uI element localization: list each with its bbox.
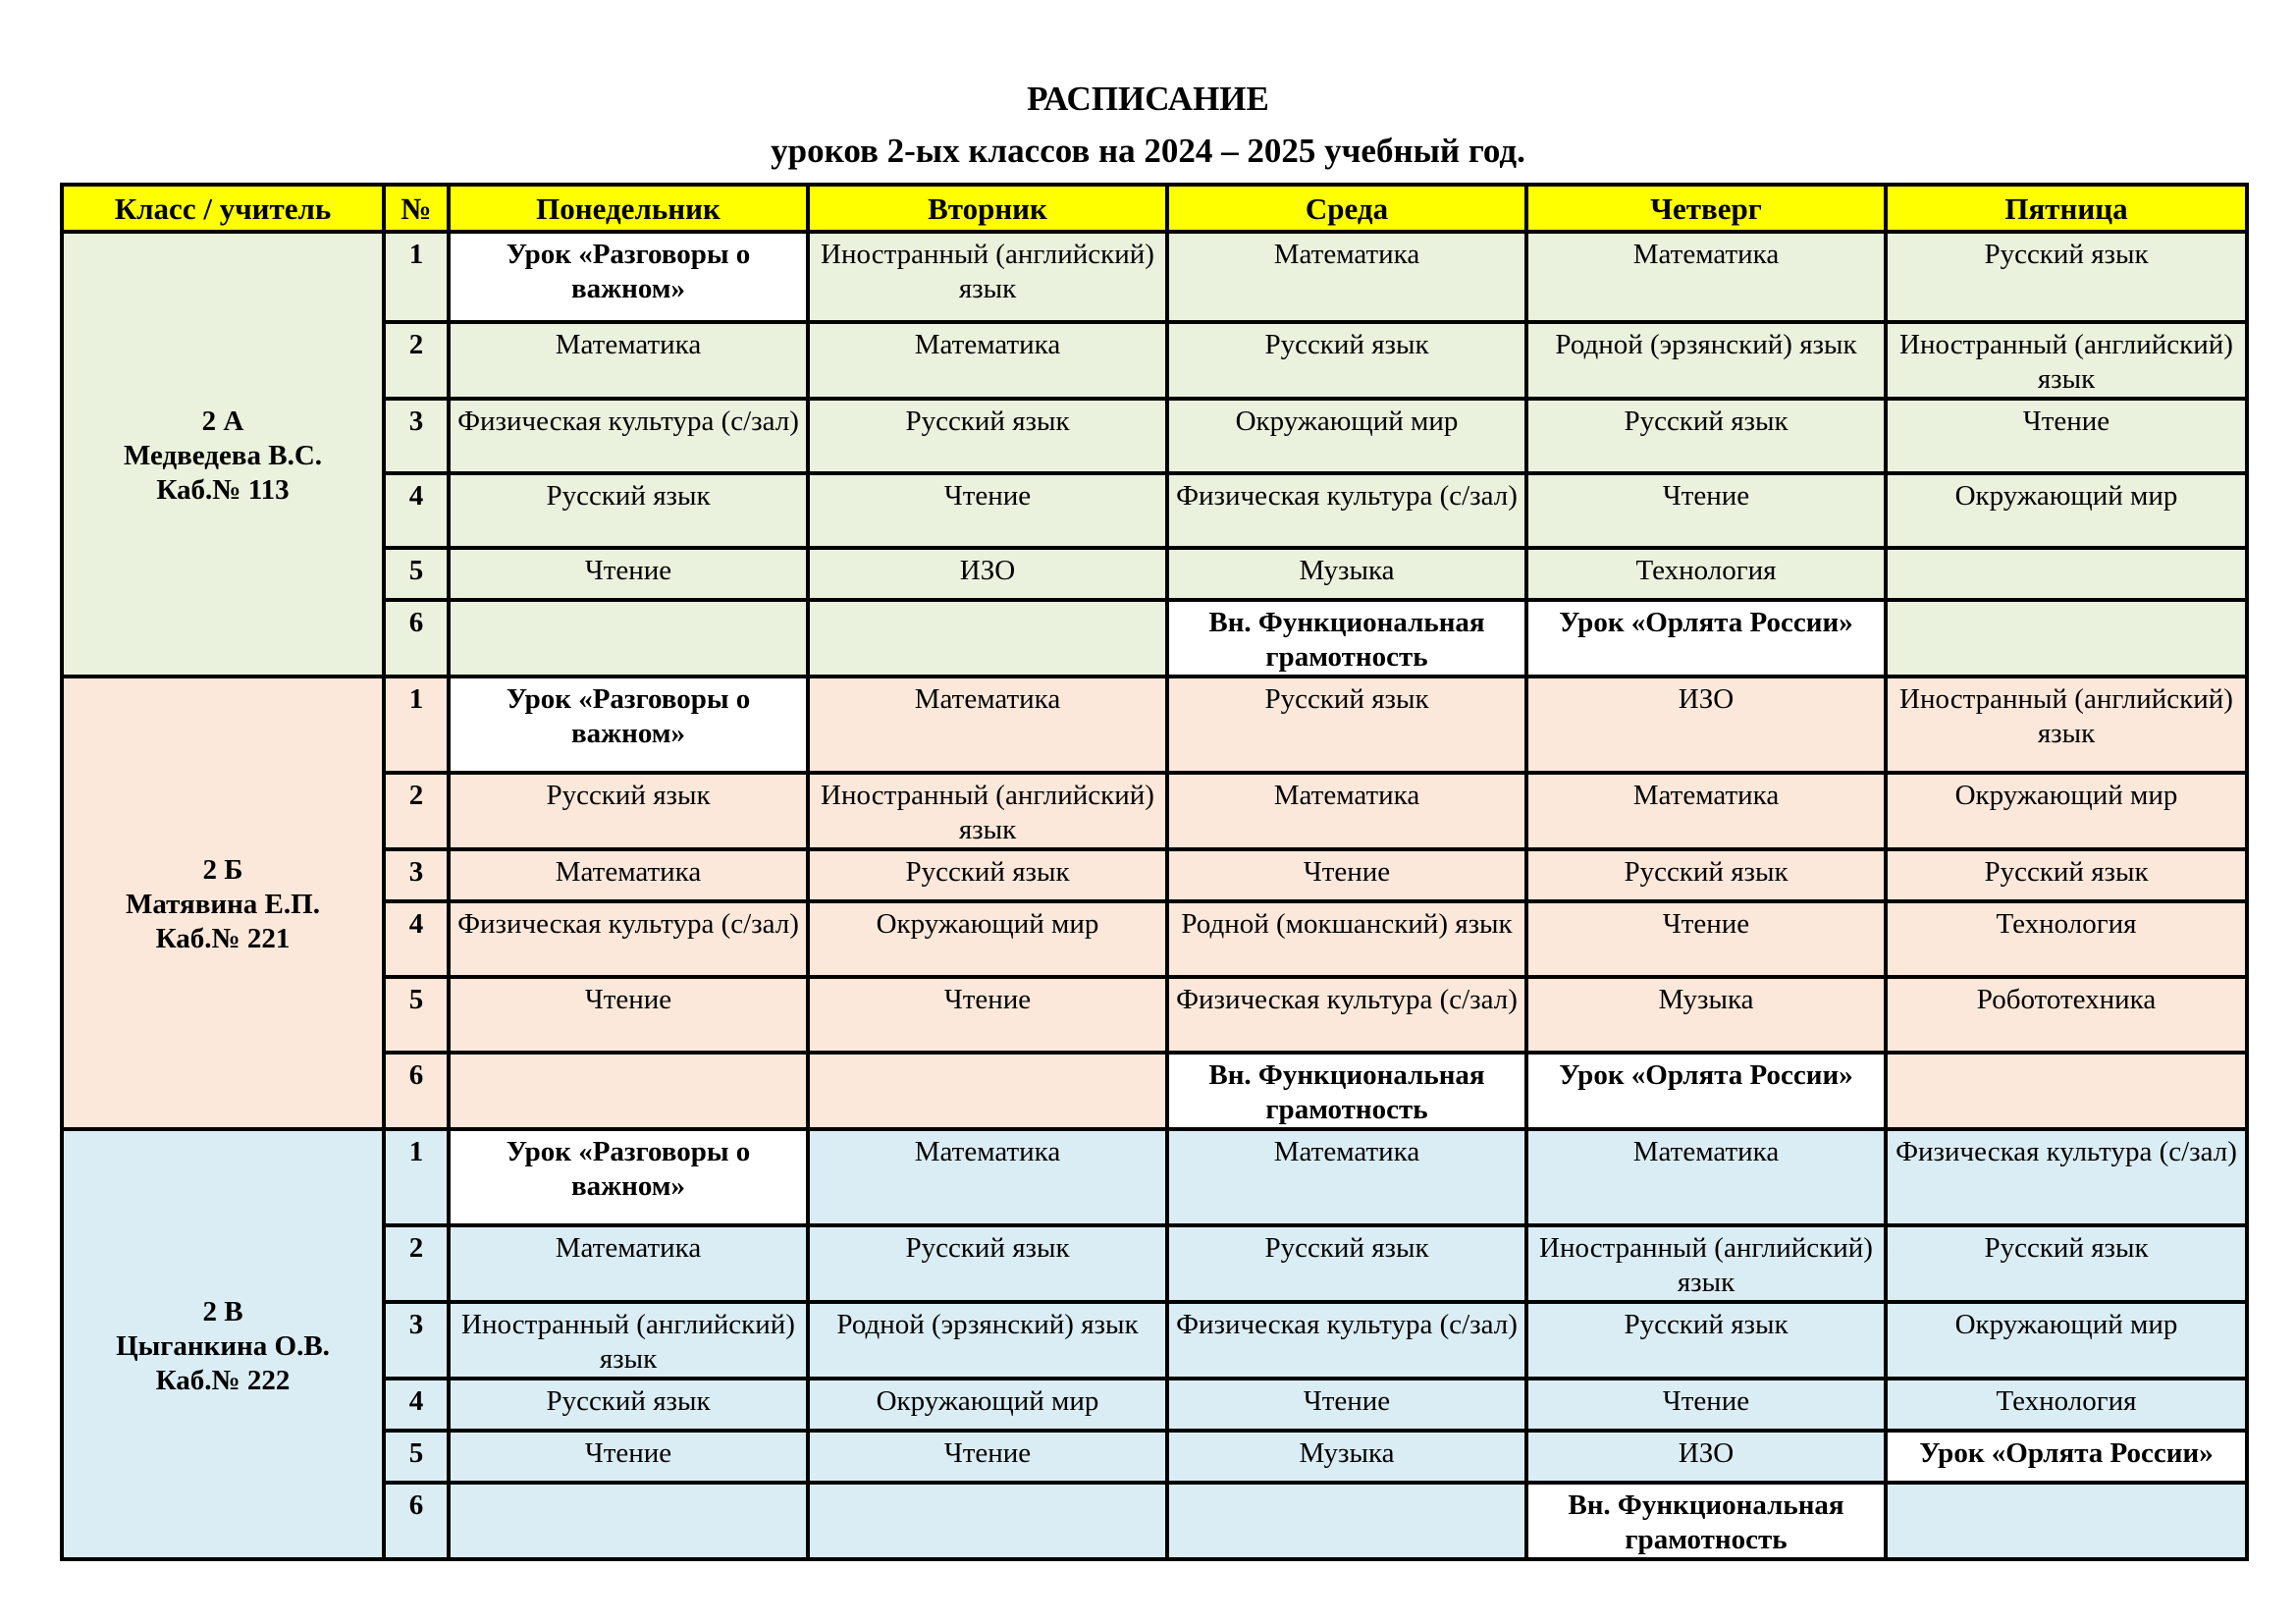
lesson-cell: Физическая культура (с/зал)	[449, 901, 808, 977]
lesson-cell: Иностранный (английский) язык	[1886, 322, 2247, 399]
column-header-monday: Понедельник	[449, 185, 808, 232]
lesson-cell: Русский язык	[449, 773, 808, 849]
lesson-cell: Урок «Разговоры о важном»	[449, 232, 808, 322]
lesson-cell: Математика	[449, 849, 808, 901]
lesson-cell: Окружающий мир	[1886, 473, 2247, 548]
lesson-cell: Русский язык	[808, 399, 1167, 473]
lesson-row	[62, 1302, 2247, 1379]
lesson-row	[62, 849, 2247, 901]
lesson-row	[62, 232, 2247, 322]
lesson-cell: Иностранный (английский) язык	[1526, 1225, 1886, 1302]
lesson-row	[62, 677, 2247, 773]
lesson-cell	[1167, 1483, 1526, 1559]
lesson-cell: Технология	[1526, 548, 1886, 600]
lesson-cell: Иностранный (английский) язык	[808, 773, 1167, 849]
lesson-row	[62, 1053, 2247, 1129]
room-number: Каб.№ 222	[155, 1364, 291, 1396]
lesson-cell: ИЗО	[808, 548, 1167, 600]
lesson-cell: Чтение	[449, 1431, 808, 1483]
lesson-cell: Математика	[449, 1225, 808, 1302]
lesson-cell: Чтение	[808, 1431, 1167, 1483]
lesson-cell: Родной (эрзянский) язык	[808, 1302, 1167, 1379]
column-header-class: Класс / учитель	[62, 185, 384, 232]
lesson-cell: Математика	[1526, 1129, 1886, 1225]
lesson-row	[62, 1483, 2247, 1559]
lesson-cell: Чтение	[1167, 1379, 1526, 1431]
lesson-cell: Вн. Функциональная грамотность	[1167, 1053, 1526, 1129]
lesson-cell: Родной (мокшанский) язык	[1167, 901, 1526, 977]
lesson-number: 2	[384, 322, 449, 399]
column-header-wednesday: Среда	[1167, 185, 1526, 232]
lesson-cell: Чтение	[1886, 399, 2247, 473]
lesson-number: 6	[384, 1053, 449, 1129]
class-info-cell	[62, 232, 384, 677]
lesson-cell: Технология	[1886, 901, 2247, 977]
lesson-cell	[808, 1053, 1167, 1129]
class-info-cell	[62, 1129, 384, 1559]
lesson-cell: Математика	[1167, 232, 1526, 322]
lesson-cell: Математика	[1526, 773, 1886, 849]
header-row	[62, 185, 2247, 232]
lesson-cell: Физическая культура (с/зал)	[1886, 1129, 2247, 1225]
lesson-cell: Урок «Орлята России»	[1526, 1053, 1886, 1129]
lesson-cell: Чтение	[1167, 849, 1526, 901]
lesson-number: 1	[384, 232, 449, 322]
lesson-cell: Русский язык	[1167, 677, 1526, 773]
lesson-cell: Технология	[1886, 1379, 2247, 1431]
lesson-number: 5	[384, 977, 449, 1053]
lesson-row	[62, 1379, 2247, 1431]
lesson-cell: Музыка	[1167, 548, 1526, 600]
lesson-row	[62, 901, 2247, 977]
lesson-cell: Иностранный (английский) язык	[449, 1302, 808, 1379]
lesson-number: 6	[384, 1483, 449, 1559]
lesson-cell: Чтение	[1526, 901, 1886, 977]
lesson-cell: Чтение	[1526, 1379, 1886, 1431]
column-header-friday: Пятница	[1886, 185, 2247, 232]
lesson-number: 4	[384, 473, 449, 548]
lesson-cell: Русский язык	[1167, 1225, 1526, 1302]
lesson-cell: Физическая культура (с/зал)	[1167, 1302, 1526, 1379]
lesson-row	[62, 600, 2247, 677]
lesson-number: 3	[384, 849, 449, 901]
lesson-cell	[1886, 600, 2247, 677]
lesson-cell: Урок «Разговоры о важном»	[449, 677, 808, 773]
lesson-cell: Чтение	[449, 977, 808, 1053]
class-name: 2 Б	[202, 854, 243, 886]
room-number: Каб.№ 221	[155, 923, 291, 954]
lesson-cell: Математика	[808, 322, 1167, 399]
lesson-row	[62, 399, 2247, 473]
lesson-row	[62, 473, 2247, 548]
lesson-cell	[1886, 1483, 2247, 1559]
class-name: 2 В	[202, 1295, 243, 1327]
lesson-cell: Математика	[808, 1129, 1167, 1225]
lesson-cell: Русский язык	[1886, 1225, 2247, 1302]
lesson-row	[62, 1129, 2247, 1225]
lesson-cell: Окружающий мир	[1167, 399, 1526, 473]
lesson-cell: Иностранный (английский) язык	[1886, 677, 2247, 773]
room-number: Каб.№ 113	[156, 474, 290, 506]
lesson-number: 5	[384, 548, 449, 600]
lesson-number: 2	[384, 1225, 449, 1302]
lesson-cell	[449, 1483, 808, 1559]
lesson-cell	[1886, 548, 2247, 600]
lesson-cell: ИЗО	[1526, 1431, 1886, 1483]
class-info-cell	[62, 677, 384, 1129]
lesson-row	[62, 977, 2247, 1053]
lesson-cell: Физическая культура (с/зал)	[1167, 473, 1526, 548]
lesson-cell: Математика	[449, 322, 808, 399]
lesson-number: 4	[384, 1379, 449, 1431]
column-header-tuesday: Вторник	[808, 185, 1167, 232]
lesson-cell: Урок «Орлята России»	[1886, 1431, 2247, 1483]
page-subtitle: уроков 2-ых классов на 2024 – 2025 учебный год.	[771, 132, 1525, 170]
lesson-cell: Вн. Функциональная грамотность	[1526, 1483, 1886, 1559]
lesson-cell: Родной (эрзянский) язык	[1526, 322, 1886, 399]
lesson-cell: Русский язык	[449, 1379, 808, 1431]
lesson-cell: Русский язык	[808, 1225, 1167, 1302]
lesson-cell: Чтение	[1526, 473, 1886, 548]
page-title: РАСПИСАНИЕ	[1027, 80, 1269, 118]
lesson-cell	[808, 600, 1167, 677]
lesson-cell: Русский язык	[1167, 322, 1526, 399]
lesson-number: 4	[384, 901, 449, 977]
lesson-cell: Иностранный (английский) язык	[808, 232, 1167, 322]
lesson-cell: Математика	[1526, 232, 1886, 322]
lesson-row	[62, 1225, 2247, 1302]
lesson-number: 6	[384, 600, 449, 677]
lesson-cell: Русский язык	[449, 473, 808, 548]
lesson-cell: Окружающий мир	[1886, 773, 2247, 849]
column-header-number: №	[384, 185, 449, 232]
lesson-cell: Урок «Разговоры о важном»	[449, 1129, 808, 1225]
lesson-row	[62, 548, 2247, 600]
lesson-cell: Русский язык	[1886, 232, 2247, 322]
lesson-number: 3	[384, 399, 449, 473]
lesson-row	[62, 322, 2247, 399]
lesson-cell: Музыка	[1526, 977, 1886, 1053]
lesson-cell: Русский язык	[1886, 849, 2247, 901]
lesson-cell: Математика	[808, 677, 1167, 773]
lesson-cell	[449, 1053, 808, 1129]
lesson-cell: Чтение	[808, 977, 1167, 1053]
lesson-cell: Окружающий мир	[808, 1379, 1167, 1431]
lesson-cell: Робототехника	[1886, 977, 2247, 1053]
lesson-cell	[449, 600, 808, 677]
lesson-cell: Музыка	[1167, 1431, 1526, 1483]
lesson-cell: Урок «Орлята России»	[1526, 600, 1886, 677]
lesson-cell: Русский язык	[808, 849, 1167, 901]
lesson-number: 2	[384, 773, 449, 849]
column-header-thursday: Четверг	[1526, 185, 1886, 232]
lesson-row	[62, 1431, 2247, 1483]
lesson-cell: Русский язык	[1526, 849, 1886, 901]
class-name: 2 А	[201, 406, 244, 437]
lesson-row	[62, 773, 2247, 849]
lesson-cell: Математика	[1167, 773, 1526, 849]
lesson-cell: ИЗО	[1526, 677, 1886, 773]
schedule-table	[60, 183, 2249, 1561]
teacher-name: Матявина Е.П.	[126, 889, 320, 920]
lesson-cell: Вн. Функциональная грамотность	[1167, 600, 1526, 677]
lesson-cell: Физическая культура (с/зал)	[449, 399, 808, 473]
lesson-cell	[1886, 1053, 2247, 1129]
lesson-number: 1	[384, 677, 449, 773]
lesson-cell: Русский язык	[1526, 399, 1886, 473]
teacher-name: Медведева В.С.	[123, 440, 323, 471]
schedule-body	[62, 232, 2247, 1559]
teacher-name: Цыганкина О.В.	[116, 1329, 330, 1362]
lesson-cell: Чтение	[449, 548, 808, 600]
lesson-cell: Окружающий мир	[808, 901, 1167, 977]
lesson-cell	[808, 1483, 1167, 1559]
lesson-cell: Физическая культура (с/зал)	[1167, 977, 1526, 1053]
lesson-cell: Чтение	[808, 473, 1167, 548]
lesson-number: 5	[384, 1431, 449, 1483]
lesson-number: 1	[384, 1129, 449, 1225]
lesson-cell: Окружающий мир	[1886, 1302, 2247, 1379]
lesson-number: 3	[384, 1302, 449, 1379]
lesson-cell: Математика	[1167, 1129, 1526, 1225]
lesson-cell: Русский язык	[1526, 1302, 1886, 1379]
